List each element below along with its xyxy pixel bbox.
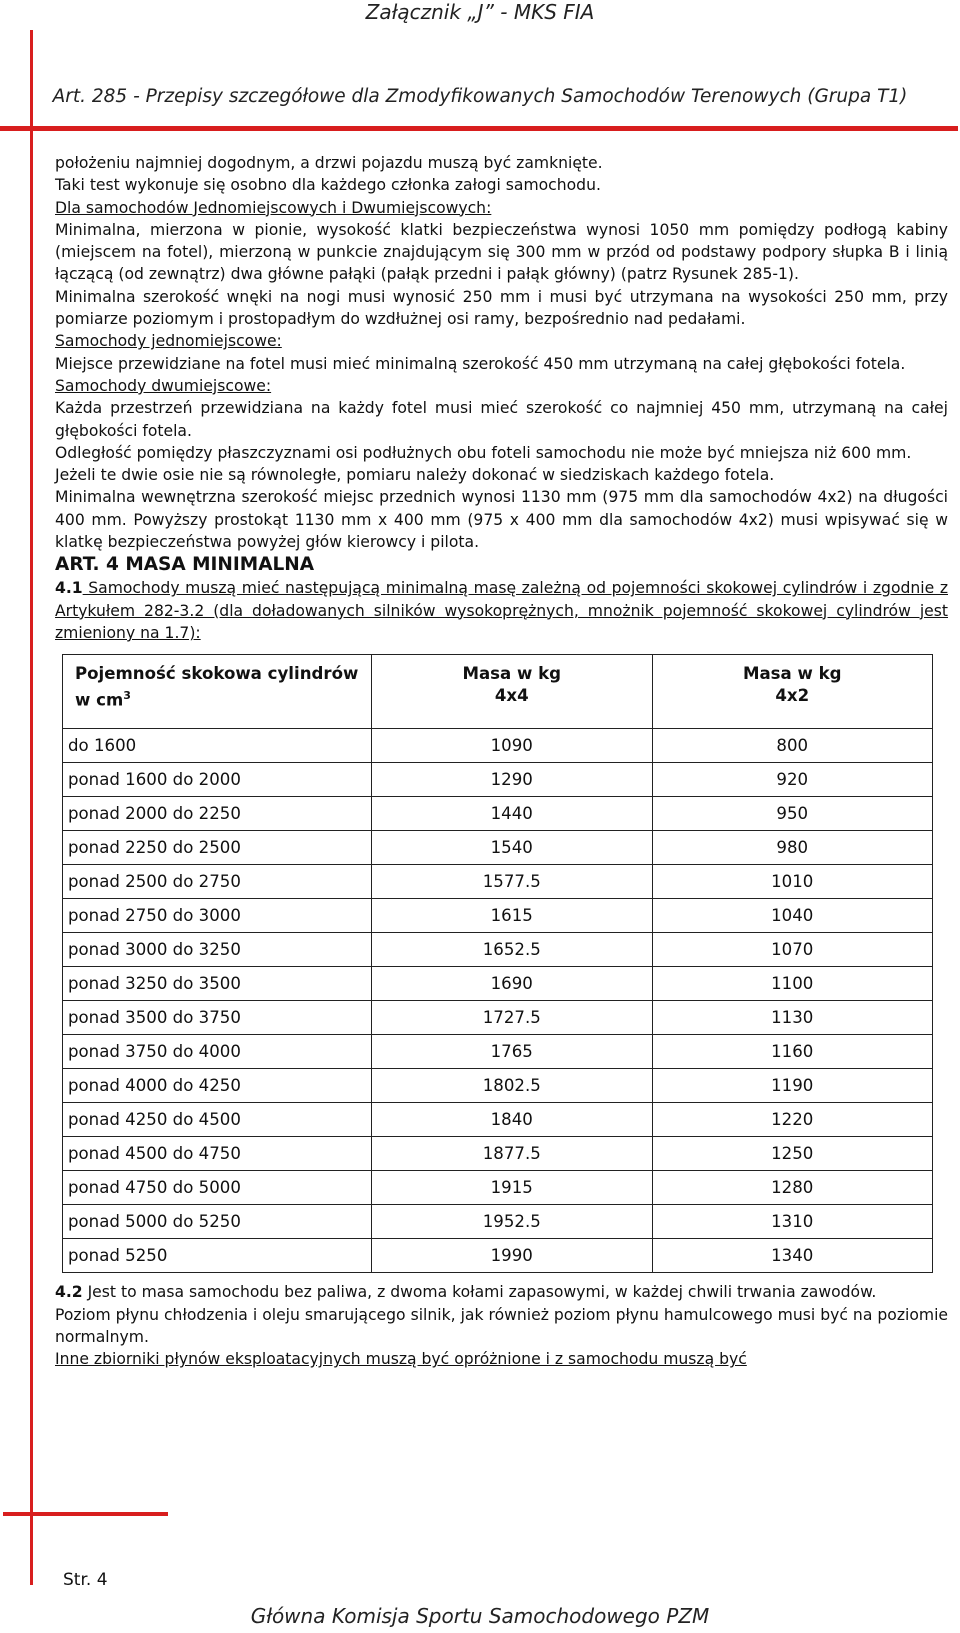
capacity-cell: ponad 1600 do 2000 — [63, 763, 372, 797]
mass-4x2-cell: 1070 — [652, 933, 933, 967]
mass-table — [62, 654, 933, 1273]
article-title: Art. 285 - Przepisy szczegółowe dla Zmodyfikowanych Samochodów Terenowych (Grupa T1) — [52, 86, 908, 107]
table-row — [63, 1171, 933, 1205]
mass-4x4-cell: 1802.5 — [372, 1069, 653, 1103]
clause-text: Samochody muszą mieć następującą minimalną masę zależną od pojemności skokowej cylindrów i zgodnie z Artykułem 282-3.2 (dla doładowanych silników wysokoprężnych, mnożnik pojemność skokowej cylindrów jest zmieniony na 1.7): — [55, 579, 948, 642]
clause-number: 4.1 — [55, 579, 83, 598]
clause-text: Jest to masa samochodu bez paliwa, z dwoma kołami zapasowymi, w każdej chwili trwania zawodów. — [82, 1283, 877, 1302]
capacity-cell: ponad 3000 do 3250 — [63, 933, 372, 967]
table-row — [63, 1103, 933, 1137]
paragraph: Minimalna szerokość wnęki na nogi musi wynosić 250 mm i musi być utrzymana na wysokości 250 mm, przy pomiarze poziomym i prostopadłym do wzdłużnej osi ramy, bezpośrednio nad pedałami. — [55, 287, 948, 329]
paragraph: Minimalna wewnętrzna szerokość miejsc przednich wynosi 1130 mm (975 mm dla samochodów 4x2) na długości 400 mm. Powyższy prostokąt 1130 mm x 400 mm (975 x 400 mm dla samochodów 4x2) musi wpisywać się w klatkę bezpieczeństwa powyżej głów kierowcy i pilota. — [55, 488, 948, 552]
mass-4x2-cell: 1340 — [652, 1239, 933, 1273]
mass-4x4-cell: 1840 — [372, 1103, 653, 1137]
capacity-cell: ponad 5250 — [63, 1239, 372, 1273]
mass-4x2-cell: 800 — [652, 729, 933, 763]
mass-4x2-cell: 1280 — [652, 1171, 933, 1205]
table-row — [63, 865, 933, 899]
capacity-cell: ponad 3500 do 3750 — [63, 1001, 372, 1035]
table-row — [63, 1069, 933, 1103]
capacity-cell: ponad 2000 do 2250 — [63, 797, 372, 831]
mass-4x2-cell: 1220 — [652, 1103, 933, 1137]
capacity-cell: do 1600 — [63, 729, 372, 763]
clause-4-2 — [55, 1281, 948, 1303]
footer-text: Główna Komisja Sportu Samochodowego PZM — [250, 1604, 710, 1628]
section-heading: ART. 4 MASA MINIMALNA — [55, 554, 315, 576]
column-header-mass-4x2: Masa w kg 4x2 — [652, 655, 933, 729]
paragraph: Jeżeli te dwie osie nie są równoległe, pomiaru należy dokonać w siedziskach każdego fotela. — [55, 466, 775, 485]
header-rule — [0, 126, 958, 131]
table-row — [63, 763, 933, 797]
mass-4x2-cell: 1040 — [652, 899, 933, 933]
page-number: Str. 4 — [63, 1570, 108, 1590]
mass-4x2-cell: 1100 — [652, 967, 933, 1001]
paragraph: Miejsce przewidziane na fotel musi mieć minimalną szerokość 450 mm utrzymaną na całej głębokości fotela. — [55, 354, 906, 373]
mass-4x4-cell: 1915 — [372, 1171, 653, 1205]
table-row — [63, 933, 933, 967]
paragraph: Inne zbiorniki płynów eksploatacyjnych muszą być opróżnione i z samochodu muszą być — [55, 1350, 747, 1369]
subheading: Samochody dwumiejscowe: — [55, 376, 272, 395]
annex-title: Załącznik „J” - MKS FIA — [365, 0, 595, 24]
table-row — [63, 729, 933, 763]
table-row — [63, 831, 933, 865]
mass-4x4-cell: 1765 — [372, 1035, 653, 1069]
mass-4x4-cell: 1290 — [372, 763, 653, 797]
subheading: Samochody jednomiejscowe: — [55, 332, 282, 351]
paragraph: położeniu najmniej dogodnym, a drzwi pojazdu muszą być zamknięte. — [55, 154, 603, 172]
subheading: Dla samochodów Jednomiejscowych i Dwumiejscowych: — [55, 198, 492, 217]
mass-4x4-cell: 1090 — [372, 729, 653, 763]
table-row — [63, 1137, 933, 1171]
document-body — [55, 152, 948, 1370]
table-row — [63, 1239, 933, 1273]
mass-4x2-cell: 1130 — [652, 1001, 933, 1035]
mass-4x2-cell: 1310 — [652, 1205, 933, 1239]
mass-4x4-cell: 1577.5 — [372, 865, 653, 899]
table-row — [63, 797, 933, 831]
capacity-cell: ponad 4500 do 4750 — [63, 1137, 372, 1171]
capacity-cell: ponad 5000 do 5250 — [63, 1205, 372, 1239]
capacity-cell: ponad 2250 do 2500 — [63, 831, 372, 865]
mass-4x4-cell: 1990 — [372, 1239, 653, 1273]
mass-4x4-cell: 1877.5 — [372, 1137, 653, 1171]
capacity-cell: ponad 2750 do 3000 — [63, 899, 372, 933]
mass-4x2-cell: 1190 — [652, 1069, 933, 1103]
column-header-capacity: Pojemność skokowa cylindrów w $cm^3$ — [63, 655, 372, 729]
mass-4x2-cell: 950 — [652, 797, 933, 831]
column-header-mass-4x4: Masa w kg 4x4 — [372, 655, 653, 729]
capacity-cell: ponad 4250 do 4500 — [63, 1103, 372, 1137]
paragraph: Taki test wykonuje się osobno dla każdego członka załogi samochodu. — [55, 176, 601, 195]
paragraph: Każda przestrzeń przewidziana na każdy fotel musi mieć szerokość co najmniej 450 mm, utrzymaną na całej głębokości fotela. — [55, 399, 948, 440]
margin-line-vertical — [30, 30, 33, 1585]
table-row — [63, 1001, 933, 1035]
mass-4x4-cell: 1440 — [372, 797, 653, 831]
mass-4x4-cell: 1652.5 — [372, 933, 653, 967]
capacity-cell: ponad 4000 do 4250 — [63, 1069, 372, 1103]
capacity-cell: ponad 4750 do 5000 — [63, 1171, 372, 1205]
table-row — [63, 899, 933, 933]
mass-4x4-cell: 1540 — [372, 831, 653, 865]
mass-4x2-cell: 980 — [652, 831, 933, 865]
clause-4-1 — [55, 577, 948, 644]
mass-4x2-cell: 1010 — [652, 865, 933, 899]
paragraph: Minimalna, mierzona w pionie, wysokość klatki bezpieczeństwa wynosi 1050 mm pomiędzy podłogą kabiny (miejscem na fotel), mierzoną w punkcie znajdującym się 300 mm w przód od podstawy podpory słupka B i linią łączącą (od zewnątrz) dwa główne pałąki (pałąk przedni i pałąk główny) (patrz Rysunek 285-1). — [55, 220, 948, 284]
mass-4x2-cell: 1250 — [652, 1137, 933, 1171]
paragraph: Odległość pomiędzy płaszczyznami osi podłużnych obu foteli samochodu nie może być mniejsza niż 600 mm. — [55, 443, 912, 462]
mass-4x4-cell: 1690 — [372, 967, 653, 1001]
mass-4x4-cell: 1727.5 — [372, 1001, 653, 1035]
mass-4x2-cell: 1160 — [652, 1035, 933, 1069]
table-row — [63, 1205, 933, 1239]
table-row — [63, 1035, 933, 1069]
mass-4x4-cell: 1952.5 — [372, 1205, 653, 1239]
table-row — [63, 967, 933, 1001]
capacity-cell: ponad 2500 do 2750 — [63, 865, 372, 899]
mass-4x2-cell: 920 — [652, 763, 933, 797]
capacity-cell: ponad 3750 do 4000 — [63, 1035, 372, 1069]
mass-4x4-cell: 1615 — [372, 899, 653, 933]
capacity-cell: ponad 3250 do 3500 — [63, 967, 372, 1001]
clause-number: 4.2 — [55, 1283, 83, 1302]
paragraph: Poziom płynu chłodzenia i oleju smarującego silnik, jak również poziom płynu hamulcowego musi być na poziomie normalnym. — [55, 1305, 948, 1346]
footer-rule — [3, 1512, 168, 1516]
